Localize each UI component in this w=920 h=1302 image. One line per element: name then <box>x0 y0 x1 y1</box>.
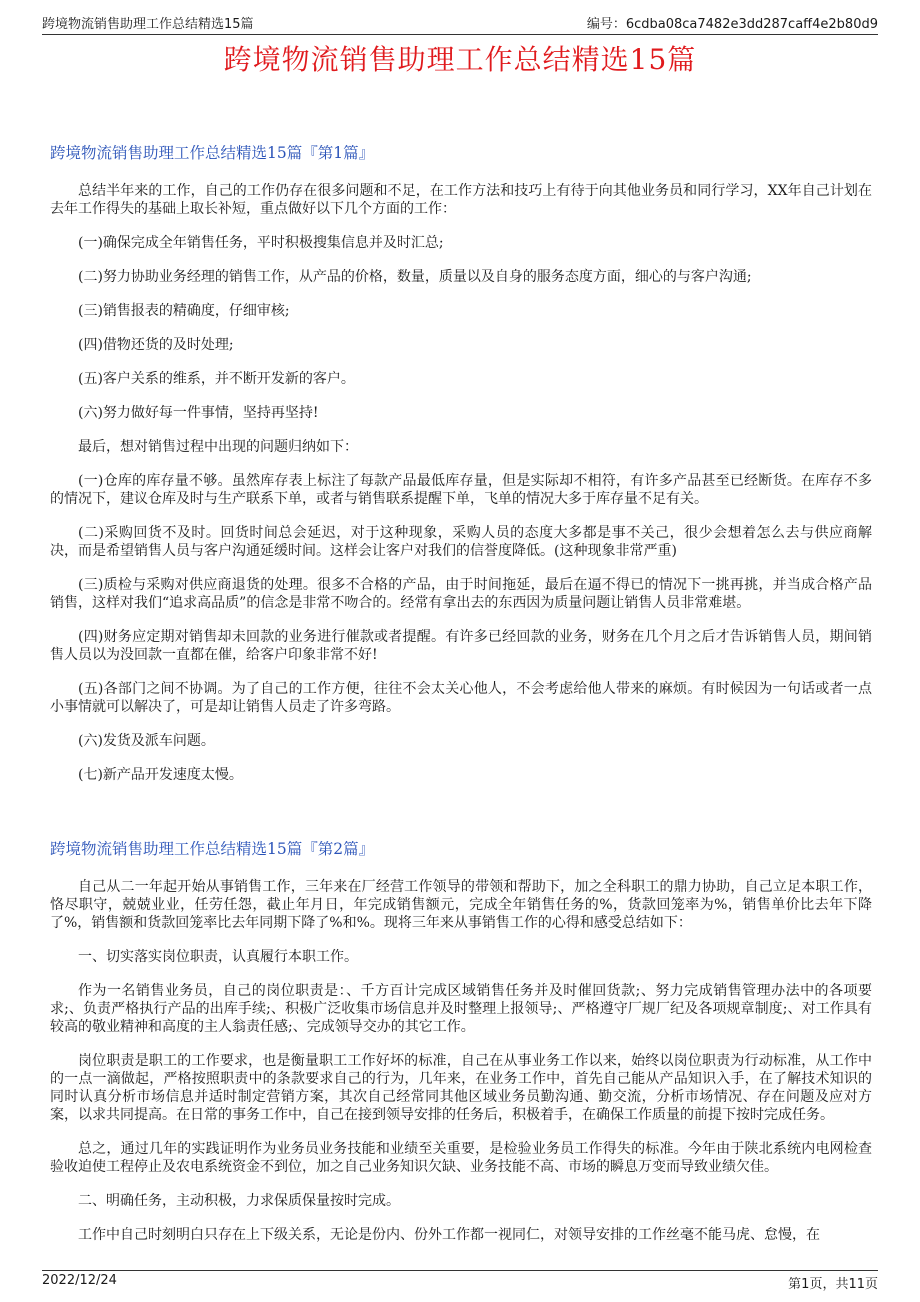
paragraph: (一)仓库的库存量不够。虽然库存表上标注了每款产品最低库存量，但是实际却不相符，有许多产品甚至已经断货。在库存不多的情况下，建议仓库及时与生产联系下单，或者与销售联系提醒下单，飞单的情况大多于库存量不足有关。 <box>50 473 872 507</box>
paragraph: (四)借物还货的及时处理; <box>78 337 234 353</box>
section-heading: 跨境物流销售助理工作总结精选15篇『第2篇』 <box>50 840 375 858</box>
paragraph: (一)确保完成全年销售任务，平时积极搜集信息并及时汇总; <box>78 235 444 251</box>
paragraph: (五)各部门之间不协调。为了自己的工作方便，往往不会太关心他人，不会考虑给他人带来的麻烦。有时候因为一句话或者一点小事情就可以解决了，可是却让销售人员走了许多弯路。 <box>50 681 872 715</box>
paragraph: (三)质检与采购对供应商退货的处理。很多不合格的产品，由于时间拖延，最后在逼不得已的情况下一挑再挑，并当成合格产品销售，这样对我们“追求高品质”的信念是非常不吻合的。经常有拿出去的东西因为质量问题让销售人员非常难堪。 <box>50 577 872 611</box>
page-footer <box>42 1270 878 1295</box>
page-header <box>42 10 878 35</box>
document-title: 跨境物流销售助理工作总结精选15篇 <box>223 43 697 76</box>
paragraph: (三)销售报表的精确度，仔细审核; <box>78 303 290 319</box>
footer-page-number: 第1页，共11页 <box>788 1277 878 1292</box>
paragraph: (五)客户关系的维系，并不断开发新的客户。 <box>78 371 355 387</box>
footer-date: 2022/12/24 <box>42 1273 117 1288</box>
paragraph: 岗位职责是职工的工作要求，也是衡量职工工作好坏的标准，自己在从事业务工作以来，始终以岗位职责为行动标准，从工作中的一点一滴做起，严格按照职责中的条款要求自己的行为，几年来，在业务工作中，首先自己能从产品知识入手，在了解技术知识的同时认真分析市场信息并适时制定营销方案，其次自己经常同其他区域业务员勤沟通、勤交流，分析市场情况、存在问题及应对方案，以求共同提高。在日常的事务工作中，自己在接到领导安排的任务后，积极着手，在确保工作质量的前提下按时完成任务。 <box>50 1053 872 1123</box>
paragraph: 二、明确任务，主动积极，力求保质保量按时完成。 <box>78 1193 400 1209</box>
document-body <box>50 140 872 1260</box>
paragraph: 一、切实落实岗位职责，认真履行本职工作。 <box>78 949 358 965</box>
paragraph: (七)新产品开发速度太慢。 <box>78 767 243 783</box>
header-doc-title: 跨境物流销售助理工作总结精选15篇 <box>42 17 254 32</box>
paragraph: (二)努力协助业务经理的销售工作，从产品的价格，数量，质量以及自身的服务态度方面，细心的与客户沟通; <box>78 269 752 285</box>
section-heading: 跨境物流销售助理工作总结精选15篇『第1篇』 <box>50 144 375 162</box>
paragraph: 最后，想对销售过程中出现的问题归纳如下： <box>78 439 358 455</box>
paragraph: (二)采购回货不及时。回货时间总会延迟，对于这种现象，采购人员的态度大多都是事不关己，很少会想着怎么去与供应商解决，而是希望销售人员与客户沟通延缓时间。这样会让客户对我们的信誉度降低。(这种现象非常严重) <box>50 525 872 559</box>
paragraph: (四)财务应定期对销售却未回款的业务进行催款或者提醒。有许多已经回款的业务，财务在几个月之后才告诉销售人员，期间销售人员以为没回款一直都在催，给客户印象非常不好! <box>50 629 872 663</box>
paragraph: 总之，通过几年的实践证明作为业务员业务技能和业绩至关重要，是检验业务员工作得失的标准。今年由于陕北系统内电网检查验收迫使工程停止及农电系统资金不到位，加之自己业务知识欠缺、业务技能不高、市场的瞬息万变而导致业绩欠佳。 <box>50 1141 872 1175</box>
section-1 <box>50 140 872 784</box>
section-spacer <box>50 800 872 836</box>
paragraph: (六)努力做好每一件事情，坚持再坚持! <box>78 405 319 421</box>
paragraph: 自己从二一年起开始从事销售工作，三年来在厂经营工作领导的带领和帮助下，加之全科职工的鼎力协助，自己立足本职工作，恪尽职守，兢兢业业，任劳任怨，截止年月日，年完成销售额元，完成全年销售任务的%，货款回笼率为%，销售单价比去年下降了%，销售额和货款回笼率比去年同期下降了%和%。现将三年来从事销售工作的心得和感受总结如下： <box>50 879 872 931</box>
header-doc-number: 编号：6cdba08ca7482e3dd287caff4e2b80d9 <box>586 17 878 32</box>
paragraph: 总结半年来的工作，自己的工作仍存在很多问题和不足，在工作方法和技巧上有待于向其他业务员和同行学习，XX年自己计划在去年工作得失的基础上取长补短，重点做好以下几个方面的工作： <box>50 183 872 217</box>
paragraph: (六)发货及派车问题。 <box>78 733 215 749</box>
paragraph: 作为一名销售业务员，自己的岗位职责是：、千方百计完成区域销售任务并及时催回货款;、努力完成销售管理办法中的各项要求;、负责严格执行产品的出库手续;、积极广泛收集市场信息并及时整理上报领导;、严格遵守厂规厂纪及各项规章制度;、对工作具有较高的敬业精神和高度的主人翁责任感;、完成领导交办的其它工作。 <box>50 983 872 1035</box>
section-2 <box>50 836 872 1244</box>
paragraph: 工作中自己时刻明白只存在上下级关系，无论是份内、份外工作都一视同仁，对领导安排的工作丝毫不能马虎、怠慢，在 <box>78 1227 820 1243</box>
